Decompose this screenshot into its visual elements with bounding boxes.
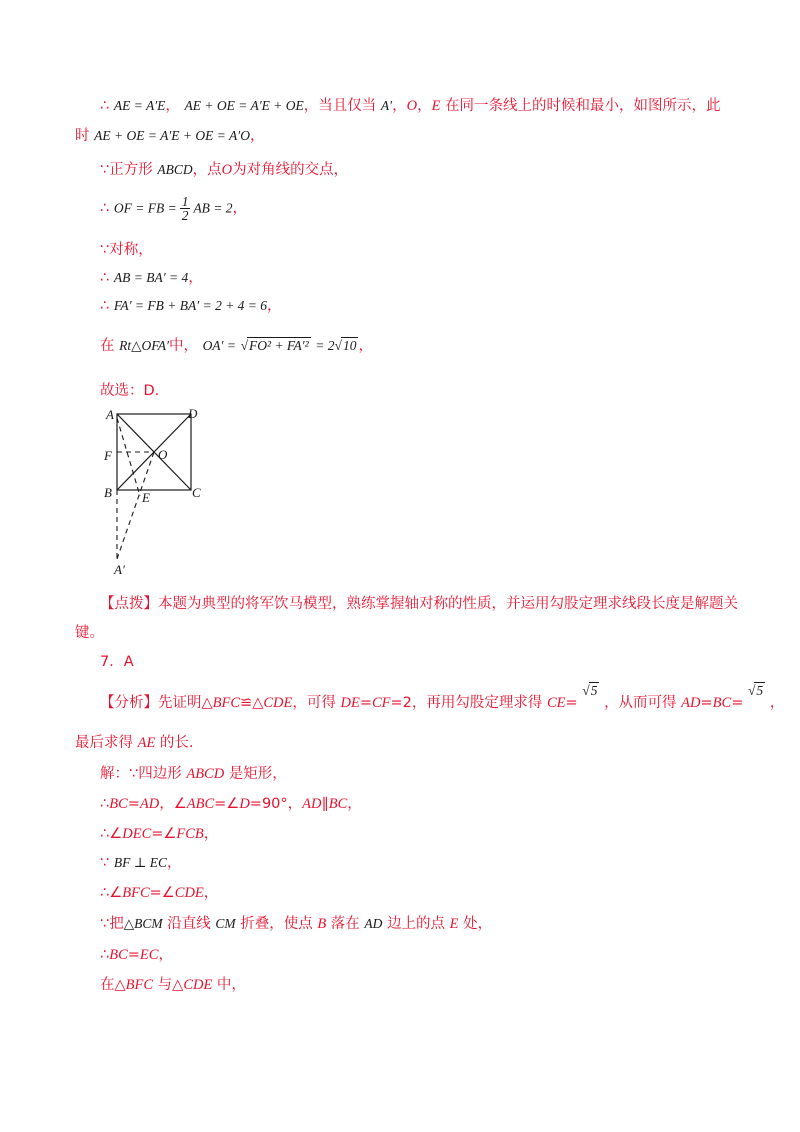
text-run: ∴ — [100, 796, 110, 812]
text-run: ∵把 — [100, 916, 124, 932]
analysis-line-2 — [75, 733, 194, 753]
radical-sign: √ — [747, 683, 756, 698]
therefore-symbol: ∴ — [100, 200, 110, 217]
text-run: ，从而可得 — [604, 695, 682, 711]
math-expression: = 2 — [315, 338, 335, 353]
text-run: 处， — [458, 916, 493, 932]
text-run: = — [731, 695, 744, 711]
math-term: BFC — [212, 695, 241, 711]
math-term: AE — [137, 735, 156, 751]
text-run: = — [565, 695, 578, 711]
text-run: ， — [167, 855, 182, 871]
solution-line-8 — [100, 336, 373, 356]
text-run: ，点 — [192, 162, 222, 178]
radical-sign: √ — [240, 338, 249, 353]
text-run: 中， — [168, 338, 198, 354]
text-run: ， — [232, 200, 248, 217]
text-run: ∴∠ — [100, 826, 123, 842]
solution-line-3 — [100, 160, 348, 180]
text-run: =∠ — [151, 826, 177, 842]
text-run: ，∠ — [159, 796, 187, 812]
solution-line-1 — [100, 96, 721, 116]
label-c: C — [192, 485, 201, 500]
solution-step-3 — [100, 824, 218, 844]
math-term: BC — [109, 947, 128, 963]
radical-sign: √ — [334, 338, 342, 353]
text-run: 在△ — [100, 977, 126, 993]
text-run: ，当且仅当 — [303, 98, 377, 114]
text-run: 折叠，使点 — [235, 916, 318, 932]
text-run: 边上的点 — [382, 916, 450, 932]
solution-step-5 — [100, 883, 218, 903]
math-expression: AB = BA′ = 4 — [113, 270, 189, 285]
question-7-answer — [100, 652, 134, 672]
label-d: D — [188, 406, 198, 421]
math-term: FCB — [176, 826, 204, 842]
radical-sign: √ — [582, 683, 590, 698]
therefore-symbol: ∴ — [100, 298, 110, 314]
math-term: AD — [681, 695, 701, 711]
math-term: DEC — [122, 826, 152, 842]
math-expression: FA′ = FB + BA′ = 2 + 4 = 6 — [113, 298, 268, 313]
text-run: 最后求得 — [75, 735, 138, 751]
point-label: O — [406, 98, 418, 114]
therefore-symbol: ∴ — [100, 270, 110, 286]
math-expression: AD — [364, 916, 383, 931]
solution-line-5 — [100, 240, 153, 260]
math-term: ABC — [186, 796, 215, 812]
text-run: =2，再用勾股定理求得 — [390, 695, 547, 711]
label-a-prime: A′ — [114, 562, 125, 577]
math-term: BC — [328, 796, 348, 812]
label-f: F — [104, 448, 112, 463]
math-expression: AE = A′E — [113, 98, 166, 113]
text-run: 中， — [212, 977, 246, 993]
math-term: CF — [371, 695, 391, 711]
answer-line — [100, 381, 159, 401]
math-term: BFC — [122, 885, 150, 901]
text-run: 与△ — [153, 977, 184, 993]
fraction-numerator: 1 — [181, 194, 189, 209]
math-expression: AB = 2 — [193, 200, 233, 216]
because-symbol: ∵ — [100, 855, 110, 871]
math-term: CE — [546, 695, 566, 711]
math-expression: AE + OE = A′E + OE = A′O — [94, 128, 250, 143]
math-expression: Rt△OFA′ — [119, 338, 169, 353]
solution-line-7 — [100, 296, 282, 316]
text-run: = — [700, 695, 713, 711]
text-run: ， — [267, 298, 282, 314]
text-run: = — [127, 796, 140, 812]
math-expression: OA′ = — [202, 338, 236, 353]
text-run: =90°， — [249, 796, 303, 812]
text-run: 落在 — [326, 916, 365, 932]
math-expression: △BCM — [123, 916, 163, 931]
text-run: ， — [203, 885, 219, 901]
point-label: E — [449, 916, 459, 932]
math-expression: CM — [215, 916, 236, 931]
text-run: ， — [165, 98, 180, 114]
text-run: 【分析】先证明△ — [100, 695, 213, 711]
text-run: = — [359, 695, 372, 711]
point-label: E — [431, 98, 441, 114]
math-expression: BF ⊥ EC — [113, 855, 168, 870]
text-run: 是矩形， — [224, 766, 287, 782]
text-run: ∵正方形 — [100, 162, 153, 178]
tip-text: 键。 — [75, 625, 104, 641]
label-o: O — [158, 447, 168, 462]
math-term: D — [239, 796, 250, 812]
tip-paragraph-line-1 — [100, 594, 738, 614]
math-term: DE — [340, 695, 360, 711]
label-a: A — [106, 407, 114, 422]
point-label: O — [221, 162, 233, 178]
text-run: ∴∠ — [100, 885, 123, 901]
segment-a-prime-o — [117, 452, 154, 559]
math-term: BC — [712, 695, 732, 711]
radicand: 5 — [756, 683, 764, 698]
segment-ae — [117, 418, 140, 496]
math-term: ABCD — [186, 766, 225, 782]
text-run: ， — [769, 695, 785, 711]
text-run: ， — [417, 98, 432, 114]
square-geometry-figure — [100, 404, 220, 579]
radicand: FO² + FA′² — [249, 338, 309, 353]
therefore-symbol: ∴ — [100, 98, 110, 114]
solution-line-4 — [100, 195, 247, 222]
tip-text: 【点拨】本题为典型的将军饮马模型，熟练掌握轴对称的性质，并运用勾股定理求线段长度是解题关 — [100, 596, 738, 612]
math-term: AD — [302, 796, 322, 812]
text-run: 沿直线 — [162, 916, 216, 932]
radicand: 10 — [342, 338, 357, 353]
text-run: ， — [249, 128, 265, 144]
text-run: 在 — [100, 338, 115, 354]
text-run: 时 — [75, 128, 90, 144]
text-run: ， — [358, 338, 373, 354]
radicand: 5 — [590, 683, 598, 698]
math-term: BC — [109, 796, 128, 812]
analysis-line-1 — [100, 683, 785, 713]
text-run: ∥ — [321, 796, 329, 812]
text-run: ， — [347, 796, 362, 812]
solution-step-1 — [100, 764, 287, 784]
solution-line-6 — [100, 268, 203, 288]
text-run: ，可得 — [292, 695, 341, 711]
text-run: ， — [188, 270, 203, 286]
point-label: B — [317, 916, 327, 932]
text-run: ≌△ — [240, 695, 264, 711]
text-run: 解：∵四边形 — [100, 766, 187, 782]
label-e: E — [142, 490, 150, 505]
label-b: B — [104, 485, 112, 500]
math-expression: A′ — [380, 98, 393, 113]
math-expression: OF = FB = — [113, 200, 177, 216]
text-run: ， — [158, 947, 173, 963]
fraction — [180, 195, 191, 222]
tip-paragraph-line-2 — [75, 623, 104, 643]
math-term: CDE — [174, 885, 204, 901]
solution-step-7 — [100, 945, 173, 965]
solution-step-8 — [100, 975, 246, 995]
question-number: 7．A — [100, 654, 134, 670]
math-term: EC — [139, 947, 159, 963]
fraction-denominator: 2 — [181, 208, 189, 223]
math-term: BFC — [125, 977, 154, 993]
text-run: =∠ — [214, 796, 240, 812]
math-term: AD — [139, 796, 160, 812]
answer-text: 故选：D. — [100, 383, 160, 399]
math-expression: ABCD — [157, 162, 193, 177]
text-run: ， — [392, 98, 407, 114]
text-run: 在同一条线上的时候和最小，如图所示，此 — [440, 98, 721, 114]
text-run: = — [127, 947, 140, 963]
math-expression: AE + OE = A′E + OE — [184, 98, 304, 113]
math-term: CDE — [183, 977, 213, 993]
text-run: =∠ — [149, 885, 175, 901]
text-run: ， — [203, 826, 219, 842]
math-term: CDE — [263, 695, 293, 711]
solution-line-2 — [75, 126, 264, 146]
text-run: 为对角线的交点， — [232, 162, 349, 178]
solution-step-6 — [100, 914, 492, 934]
solution-step-2 — [100, 794, 362, 814]
text-run: ∴ — [100, 947, 110, 963]
text-run: ∵对称， — [100, 242, 153, 258]
text-run: 的长. — [155, 735, 194, 751]
solution-step-4 — [100, 853, 182, 873]
